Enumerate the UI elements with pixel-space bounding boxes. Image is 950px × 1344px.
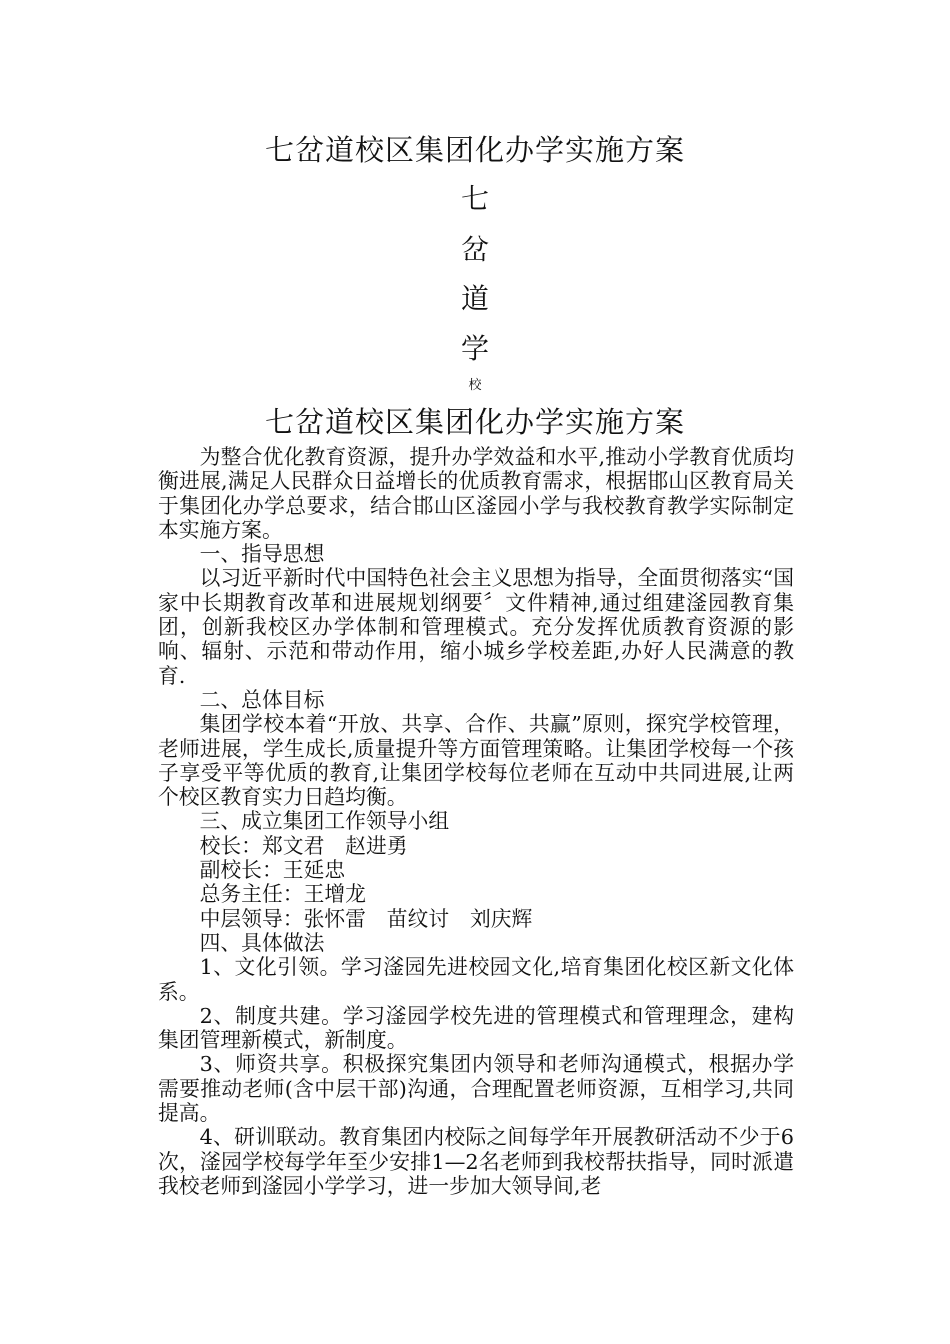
intro-paragraph: 为整合优化教育资源，提升办学效益和水平,推动小学教育优质均衡进展,满足人民群众日益增长的优质教育需求，根据邯山区教育局关于集团化办学总要求，结合邯山区滏园小学与我校教育教学实际制定本实施方案。 (158, 445, 794, 542)
leader-principal: 校长：郑文君 赵进勇 (199, 833, 408, 858)
overall-goal-paragraph: 集团学校本着“开放、共享、合作、共赢”原则，探究学校管理，老师进展，学生成长,质量提升等方面管理策略。让集团学校每一个孩子享受平等优质的教育,让集团学校每位老师在互动中共同进展,让两个校区教育实力日趋均衡。 (158, 712, 794, 810)
practice-item-research: 4、研训联动。教育集团内校际之间每学年开展教研活动不少于6次，滏园学校每学年至少安排1—2名老师到我校帮扶指导，同时派遣我校老师到滏园小学学习，进一步加大领导间,老 (158, 1125, 794, 1198)
school-name-char-2: 岔 (460, 233, 489, 266)
section-heading-overall-goal: 二、总体目标 (199, 687, 325, 712)
school-name-char-1: 七 (460, 182, 489, 215)
practice-item-culture: 1、文化引领。学习滏园先进校园文化,培育集团化校区新文化体系。 (158, 955, 794, 1004)
school-name-char-5: 校 (468, 378, 482, 393)
practice-item-teachers: 3、师资共享。积极探究集团内领导和老师沟通模式，根据办学需要推动老师(含中层干部)沟通，合理配置老师资源，互相学习,共同提高。 (158, 1052, 794, 1126)
section-heading-leadership-group: 三、成立集团工作领导小组 (199, 809, 450, 834)
leader-vice-principal: 副校长：王延忠 (199, 858, 346, 883)
section-heading-specific-practices: 四、具体做法 (199, 930, 325, 955)
section-heading-guiding-thought: 一、指导思想 (199, 542, 325, 567)
leader-middle-management: 中层领导：张怀雷 苗纹讨 刘庆辉 (199, 906, 533, 931)
document-body (158, 445, 794, 1198)
document-title-main: 七岔道校区集团化办学实施方案 (264, 405, 685, 439)
school-name-char-3: 道 (460, 282, 489, 315)
practice-item-system: 2、制度共建。学习滏园学校先进的管理模式和管理理念，建构集团管理新模式，新制度。 (158, 1003, 794, 1053)
document-title-top: 七岔道校区集团化办学实施方案 (264, 133, 685, 167)
school-name-char-4: 学 (460, 332, 489, 365)
guiding-thought-paragraph: 以习近平新时代中国特色社会主义思想为指导，全面贯彻落实“国家中长期教育改革和进展规划纲要〞文件精神,通过组建滏园教育集团，创新我校区办学体制和管理模式。充分发挥优质教育资源的影响、辐射、示范和带动作用，缩小城乡学校差距,办好人民满意的教育. (158, 566, 794, 688)
leader-general-affairs: 总务主任：王增龙 (199, 882, 366, 907)
